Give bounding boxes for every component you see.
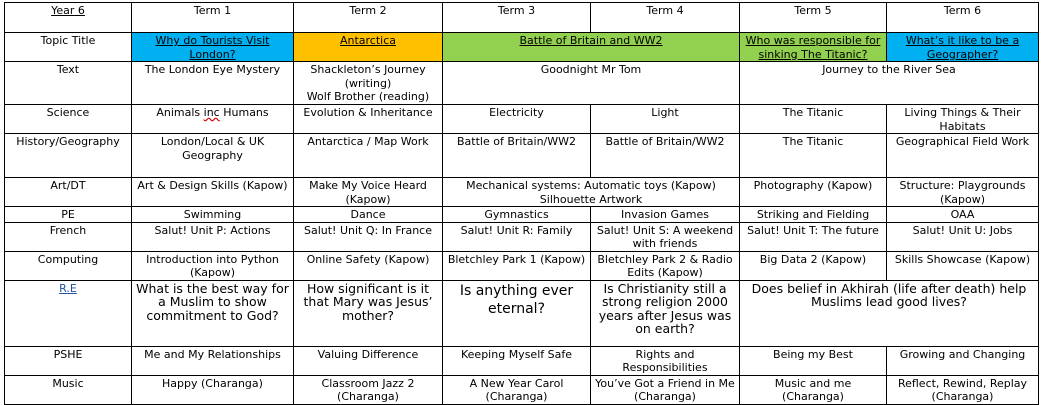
music-term-1: Happy (Charanga) <box>132 375 294 404</box>
art-dt-row <box>5 178 1039 207</box>
science-term-3: Electricity <box>443 105 591 134</box>
history-geography-row <box>5 134 1039 178</box>
text-term-2-line-1: Shackleton’s Journey (writing) <box>310 63 426 90</box>
row-label-topic: Topic Title <box>5 33 132 62</box>
re-term-3: Is anything ever eternal? <box>443 280 591 346</box>
text-term-1: The London Eye Mystery <box>132 62 294 105</box>
topic-term-2 <box>294 33 443 62</box>
row-label-music: Music <box>5 375 132 404</box>
re-row <box>5 280 1039 346</box>
pshe-term-4: Rights and Responsibilities <box>591 346 740 375</box>
text-term-2 <box>294 62 443 105</box>
pe-term-3: Gymnastics <box>443 207 591 223</box>
music-term-3: A New Year Carol (Charanga) <box>443 375 591 404</box>
header-term-2: Term 2 <box>294 3 443 33</box>
row-label-pe: PE <box>5 207 132 223</box>
header-term-5: Term 5 <box>740 3 887 33</box>
text-term-3-4: Goodnight Mr Tom <box>443 62 740 105</box>
french-term-6: Salut! Unit U: Jobs <box>887 222 1039 251</box>
pe-term-2: Dance <box>294 207 443 223</box>
science-term-1-b: Humans <box>219 106 269 119</box>
header-term-3: Term 3 <box>443 3 591 33</box>
pe-row <box>5 207 1039 223</box>
row-label-pshe: PSHE <box>5 346 132 375</box>
histgeo-term-2: Antarctica / Map Work <box>294 134 443 178</box>
row-label-french: French <box>5 222 132 251</box>
topic-term-6-text: What’s it like to be a Geographer? <box>905 34 1020 61</box>
header-year: Year 6 <box>5 3 132 33</box>
computing-term-6: Skills Showcase (Kapow) <box>887 251 1039 280</box>
computing-term-2: Online Safety (Kapow) <box>294 251 443 280</box>
artdt-term-3-4 <box>443 178 740 207</box>
row-label-computing: Computing <box>5 251 132 280</box>
pshe-term-5: Being my Best <box>740 346 887 375</box>
science-row <box>5 105 1039 134</box>
pe-term-4: Invasion Games <box>591 207 740 223</box>
french-term-4: Salut! Unit S: A weekend with friends <box>591 222 740 251</box>
pe-term-5: Striking and Fielding <box>740 207 887 223</box>
curriculum-table <box>4 2 1039 405</box>
row-label-text: Text <box>5 62 132 105</box>
computing-row <box>5 251 1039 280</box>
row-label-science: Science <box>5 105 132 134</box>
pshe-row <box>5 346 1039 375</box>
topic-term-1 <box>132 33 294 62</box>
row-label-re[interactable]: R.E <box>59 281 77 295</box>
french-row <box>5 222 1039 251</box>
science-term-2: Evolution & Inheritance <box>294 105 443 134</box>
music-row <box>5 375 1039 404</box>
pshe-term-3: Keeping Myself Safe <box>443 346 591 375</box>
pshe-term-6: Growing and Changing <box>887 346 1039 375</box>
topic-term-5-text: Who was responsible for sinking The Titanic? <box>745 34 881 61</box>
french-term-3: Salut! Unit R: Family <box>443 222 591 251</box>
artdt-term-5: Photography (Kapow) <box>740 178 887 207</box>
music-term-4: You’ve Got a Friend in Me (Charanga) <box>591 375 740 404</box>
science-term-1 <box>132 105 294 134</box>
row-label-art-dt: Art/DT <box>5 178 132 207</box>
music-term-5: Music and me (Charanga) <box>740 375 887 404</box>
topic-row <box>5 33 1039 62</box>
music-term-6: Reflect, Rewind, Replay (Charanga) <box>887 375 1039 404</box>
topic-term-2-text: Antarctica <box>339 34 397 47</box>
row-label-re-cell <box>5 280 132 346</box>
artdt-term-6: Structure: Playgrounds (Kapow) <box>887 178 1039 207</box>
topic-term-1-text: Why do Tourists Visit London? <box>155 34 270 61</box>
text-term-2-line-2: Wolf Brother (reading) <box>306 90 430 103</box>
artdt-term-1: Art & Design Skills (Kapow) <box>132 178 294 207</box>
pe-term-6: OAA <box>887 207 1039 223</box>
french-term-1: Salut! Unit P: Actions <box>132 222 294 251</box>
re-term-4: Is Christianity still a strong religion 2000 years after Jesus was on earth? <box>591 280 740 346</box>
french-term-5: Salut! Unit T: The future <box>740 222 887 251</box>
science-term-6: Living Things & Their Habitats <box>887 105 1039 134</box>
text-term-5-6: Journey to the River Sea <box>740 62 1039 105</box>
header-term-6: Term 6 <box>887 3 1039 33</box>
re-term-1: What is the best way for a Muslim to show commitment to God? <box>132 280 294 346</box>
histgeo-term-5: The Titanic <box>740 134 887 178</box>
text-row <box>5 62 1039 105</box>
artdt-term-3-4-line-2: Silhouette Artwork <box>539 192 643 206</box>
science-term-5: The Titanic <box>740 105 887 134</box>
computing-term-5: Big Data 2 (Kapow) <box>740 251 887 280</box>
topic-term-5 <box>740 33 887 62</box>
french-term-2: Salut! Unit Q: In France <box>294 222 443 251</box>
re-term-5-6: Does belief in Akhirah (life after death) help Muslims lead good lives? <box>740 280 1039 346</box>
histgeo-term-1: London/Local & UK Geography <box>132 134 294 178</box>
histgeo-term-3: Battle of Britain/WW2 <box>443 134 591 178</box>
re-term-2: How significant is it that Mary was Jesus’ mother? <box>294 280 443 346</box>
topic-term-3-4 <box>443 33 740 62</box>
science-term-1-a: Animals <box>156 106 204 119</box>
pshe-term-1: Me and My Relationships <box>132 346 294 375</box>
computing-term-1: Introduction into Python (Kapow) <box>132 251 294 280</box>
topic-term-3-4-text: Battle of Britain and WW2 <box>519 34 663 47</box>
music-term-2: Classroom Jazz 2 (Charanga) <box>294 375 443 404</box>
histgeo-term-4: Battle of Britain/WW2 <box>591 134 740 178</box>
row-label-history-geography: History/Geography <box>5 134 132 178</box>
topic-term-6 <box>887 33 1039 62</box>
artdt-term-2: Make My Voice Heard (Kapow) <box>294 178 443 207</box>
science-term-4: Light <box>591 105 740 134</box>
pshe-term-2: Valuing Difference <box>294 346 443 375</box>
computing-term-4: Bletchley Park 2 & Radio Edits (Kapow) <box>591 251 740 280</box>
header-term-1: Term 1 <box>132 3 294 33</box>
header-row <box>5 3 1039 33</box>
histgeo-term-6: Geographical Field Work <box>887 134 1039 178</box>
pe-term-1: Swimming <box>132 207 294 223</box>
science-term-1-misspelt: inc <box>203 106 220 119</box>
header-term-4: Term 4 <box>591 3 740 33</box>
curriculum-table-wrapper <box>4 2 1039 405</box>
artdt-term-3-4-line-1: Mechanical systems: Automatic toys (Kapow) <box>466 179 716 192</box>
computing-term-3: Bletchley Park 1 (Kapow) <box>443 251 591 280</box>
